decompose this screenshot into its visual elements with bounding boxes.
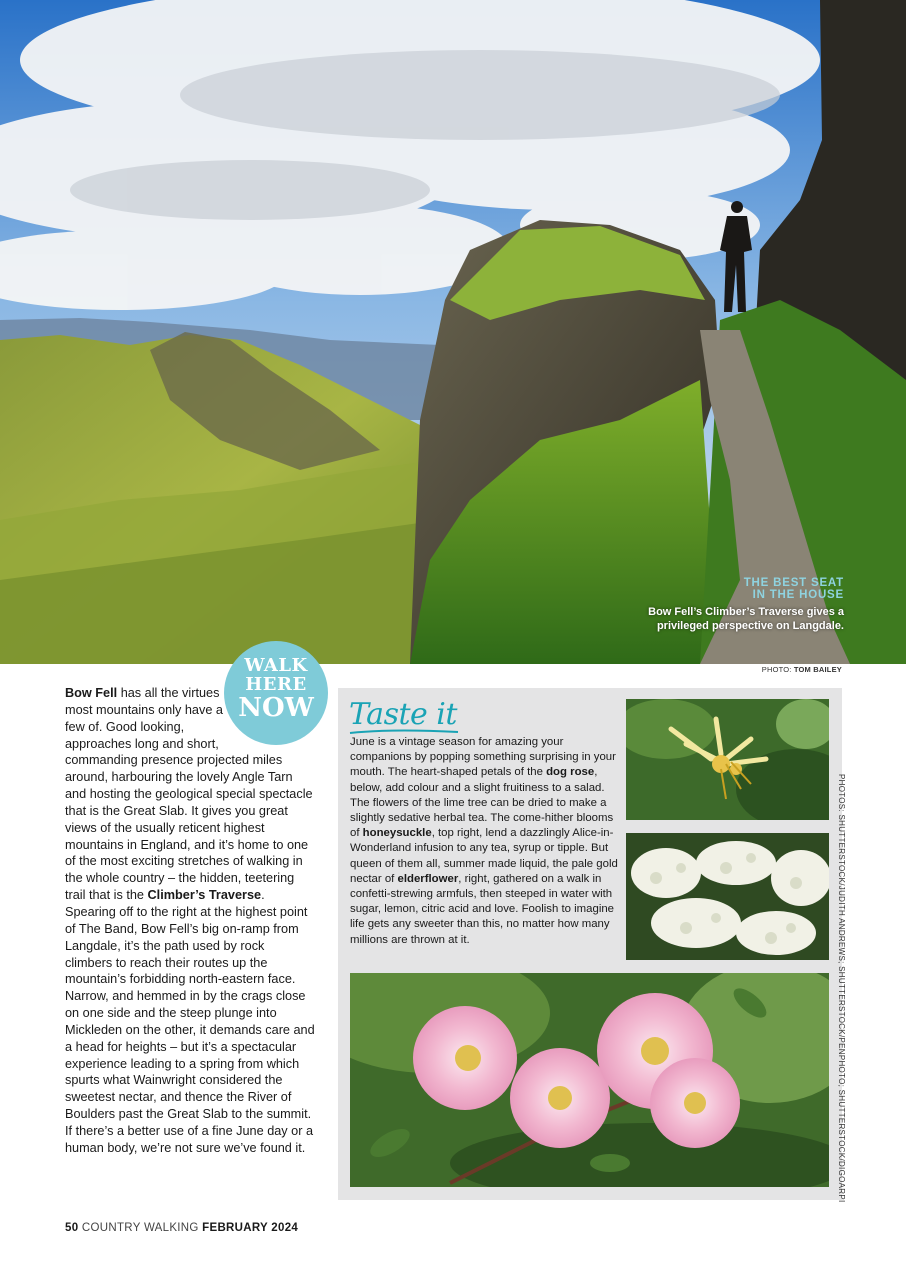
photo-caption [644, 577, 844, 633]
taste-it-text [350, 735, 618, 948]
elderflower-photo [626, 833, 829, 960]
badge-line-1: WALK [244, 655, 308, 676]
photos-side-credit: PHOTOS: SHUTTERSTOCK/JUDITH ANDREWS; SHUTTERSTOCK/PENPHOTO; SHUTTERSTOCK/DIGOARPI [837, 774, 846, 1203]
badge-line-3: NOW [238, 693, 314, 723]
magazine-name: COUNTRY WALKING [81, 1222, 199, 1234]
page-footer [65, 1222, 298, 1234]
article-bold-climbers-traverse: Climber’s Traverse [147, 888, 262, 903]
caption-kicker: THE BEST SEAT [743, 577, 844, 589]
dog-rose-photo [350, 973, 829, 1187]
taste-bold-dog-rose: dog rose [546, 766, 595, 779]
photo-credit [762, 665, 842, 674]
taste-bold-elderflower: elderflower [397, 872, 459, 885]
badge-line-2: HERE [245, 674, 307, 695]
taste-bold-honeysuckle: honeysuckle [362, 827, 432, 840]
photo-credit-label: PHOTO: [761, 665, 792, 674]
caption-kicker-2: IN THE HOUSE [752, 589, 844, 601]
article-lead-bold: Bow Fell [65, 686, 118, 700]
article-text-2: . Spearing off to the right at the highest point of The Band, Bow Fell’s big on-ramp from Langdale, it’s the path used by rock climbers to reach their routes up the mountain’s forbidding north-eastern face. Narrow, and hemmed in by the crags close on one side and the steep plunge into Mickleden on the other, it demands care and a head for heights – but it’s a spectacular experience leading to a spring from which spurts what Wainwright considered the sweetest nectar, and thence the River of Boulders past the Great Slab to the summit. If there’s a better use of a fine June day or a human body, we’re not sure we’ve found it. [65, 888, 315, 1155]
article-text-1: has all the virtues most mountains only have a few of. Good looking, approaches long and short, commanding presence projected miles around, harbouring the lovely Angle Tarn and hosting the geological special spectacle that is the Great Slab. It gives you great views of the usually reticent highest mountains in England, and it’s home to one of the most exciting stretches of walking in the whole country – the hidden, teetering trail that is the [65, 686, 313, 903]
article-body [65, 685, 315, 1157]
honeysuckle-photo [626, 699, 829, 820]
taste-text-3: , top right, lend a dazzlingly Alice-in-Wonderland infusion to any tea, syrup or tipple. But queen of them all, summer made liquid, the pale gold nectar of [350, 827, 618, 885]
taste-text-2: , below, add colour and a slight fruitiness to a salad. The flowers of the lime tree can be dried to make a slightly sedative herbal tea. The come-hither blooms of [350, 766, 614, 840]
photo-credit-name: TOM BAILEY [793, 665, 842, 674]
page-number: 50 [65, 1222, 79, 1234]
taste-text-4: , right, gathered on a walk in confetti-strewing armfuls, then steeped in water with sugar, lemon, citric acid and love. Foolish to imagine life gets any sweeter than this, no matter how many millions are thrown at it. [350, 872, 615, 946]
taste-text-1: June is a vintage season for amazing your companions by popping something surprising in your mouth. The heart-shaped petals of the [350, 736, 616, 779]
caption-text: Bow Fell’s Climber’s Traverse gives a privileged perspective on Langdale. [648, 606, 844, 632]
taste-it-title: Taste it [349, 697, 457, 732]
issue-date: FEBRUARY 2024 [202, 1222, 299, 1234]
